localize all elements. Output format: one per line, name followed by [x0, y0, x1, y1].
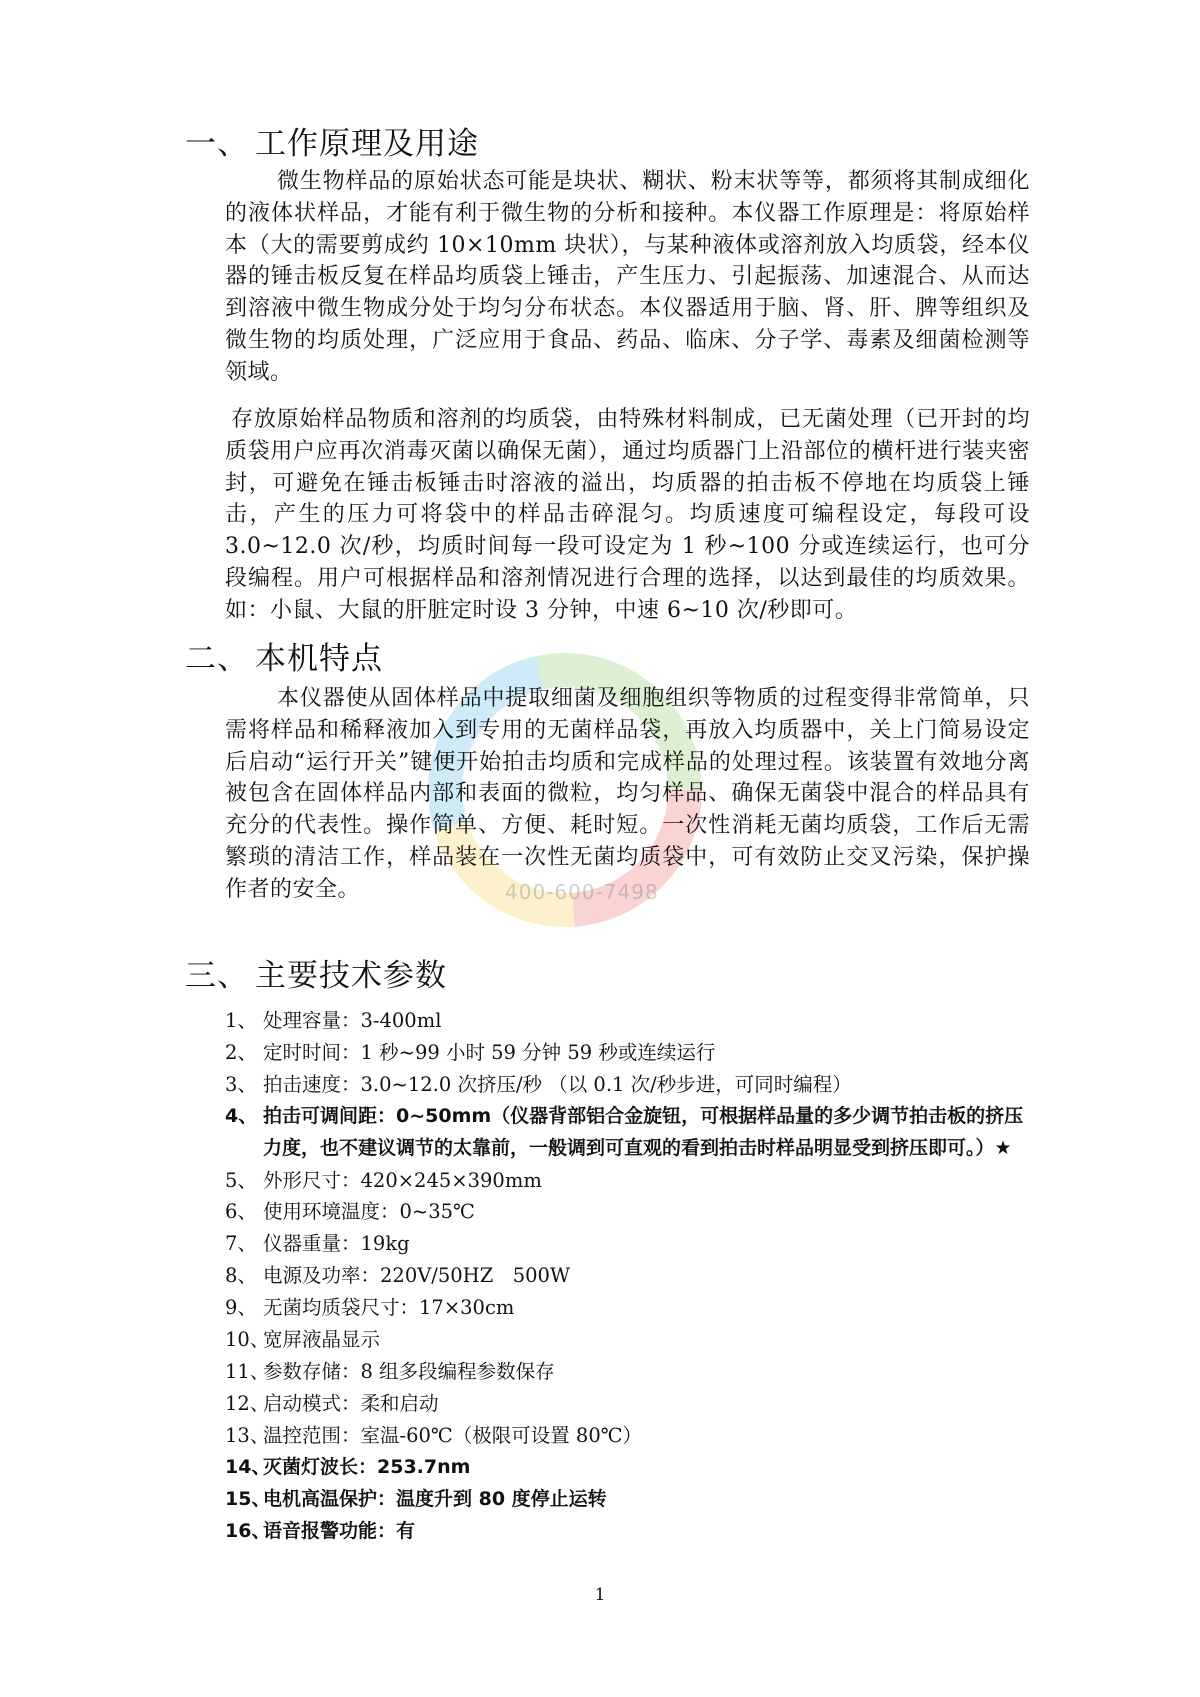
spec-number: 14、 — [225, 1455, 271, 1478]
spec-number: 3、 — [225, 1072, 257, 1096]
spec-number: 8、 — [225, 1264, 257, 1288]
section-title: 工作原理及用途 — [255, 126, 479, 162]
spec-number: 7、 — [225, 1232, 257, 1256]
spec-text: 参数存储：8 组多段编程参数保存 — [263, 1359, 555, 1383]
spec-item — [225, 1005, 1035, 1037]
section-number: 二、 — [185, 641, 249, 677]
spec-item — [225, 1516, 1035, 1548]
spec-number: 11、 — [225, 1359, 270, 1383]
spec-number: 2、 — [225, 1040, 257, 1064]
spec-item — [225, 1324, 1035, 1356]
spec-text: 拍击可调间距：0~50mm（仪器背部铝合金旋钮，可根据样品量的多少调节拍击板的挤压力度，也不建议调节的太靠前，一般调到可直观的看到拍击时样品明显受到挤压即可。）★ — [263, 1104, 1024, 1159]
spec-item — [225, 1452, 1035, 1484]
spec-number: 13、 — [225, 1423, 270, 1447]
spec-text: 无菌均质袋尺寸：17×30cm — [263, 1296, 515, 1320]
spec-text: 电源及功率：220V/50HZ 500W — [263, 1264, 571, 1288]
spec-text: 外形尺寸：420×245×390mm — [263, 1168, 542, 1192]
spec-text: 启动模式：柔和启动 — [263, 1391, 439, 1415]
spec-item — [225, 1356, 1035, 1388]
section-title: 本机特点 — [255, 641, 383, 677]
spec-item — [225, 1196, 1035, 1228]
spec-text: 温控范围：室温-60℃（极限可设置 80℃） — [263, 1423, 643, 1447]
spec-item — [225, 1388, 1035, 1420]
spec-number: 12、 — [225, 1391, 270, 1415]
spec-text: 定时时间：1 秒~99 小时 59 分钟 59 秒或连续运行 — [263, 1040, 716, 1064]
spec-text: 处理容量：3-400ml — [263, 1009, 442, 1032]
spec-number: 5、 — [225, 1168, 257, 1192]
section-number: 三、 — [185, 958, 249, 994]
principle-paragraph-1: 微生物样品的原始状态可能是块状、糊状、粉末状等等，都须将其制成细化的液体状样品，才能有利于微生物的分析和接种。本仪器工作原理是：将原始样本（大的需要剪成约 10×10mm 块状），与某种液体或溶剂放入均质袋，经本仪器的锤击板反复在样品均质袋上锤击，产生压力、引起振荡、加速混合、从而达到溶液中微生物成分处于均匀分布状态。本仪器适用于脑、肾、肝、脾等组织及微生物的均质处理，广泛应用于食品、药品、临床、分子学、毒素及细菌检测等领域。 — [225, 169, 1030, 385]
spec-item — [225, 1260, 1035, 1292]
spec-item — [225, 1292, 1035, 1324]
spec-number: 4、 — [225, 1104, 258, 1127]
spec-text: 灭菌灯波长：253.7nm — [263, 1455, 471, 1478]
spec-item — [225, 1228, 1035, 1260]
section-title: 主要技术参数 — [255, 958, 447, 994]
spec-item — [225, 1037, 1035, 1069]
section-heading-2 — [185, 633, 383, 678]
spec-item — [225, 1165, 1035, 1197]
spec-number: 16、 — [225, 1519, 271, 1542]
watermark-phone: 400-600-7498 — [505, 880, 659, 904]
spec-list — [225, 1005, 1035, 1547]
spec-number: 6、 — [225, 1200, 257, 1224]
spec-number: 10、 — [225, 1328, 270, 1352]
spec-text: 仪器重量：19kg — [263, 1232, 410, 1256]
spec-item — [225, 1101, 1035, 1165]
spec-text: 宽屏液晶显示 — [263, 1328, 381, 1352]
principle-paragraph-2: 存放原始样品物质和溶剂的均质袋，由特殊材料制成，已无菌处理（已开封的均质袋用户应再次消毒灭菌以确保无菌），通过均质器门上沿部位的横杆进行装夹密封，可避免在锤击板锤击时溶液的溢出，均质器的拍击板不停地在均质袋上锤击，产生的压力可将袋中的样品击碎混匀。均质速度可编程设定，每段可设 3.0~12.0 次/秒，均质时间每一段可设定为 1 秒~100 分或连续运行，也可分段编程。用户可根据样品和溶剂情况进行合理的选择，以达到最佳的均质效果。如：小鼠、大鼠的肝脏定时设 3 分钟，中速 6~10 次/秒即可。 — [225, 407, 1030, 623]
spec-item — [225, 1484, 1035, 1516]
section-heading-3 — [185, 950, 447, 995]
page-number: 1 — [594, 1585, 606, 1605]
spec-text: 拍击速度：3.0~12.0 次挤压/秒 （以 0.1 次/秒步进，可同时编程） — [263, 1072, 852, 1096]
spec-text: 语音报警功能：有 — [263, 1519, 416, 1542]
spec-item — [225, 1420, 1035, 1452]
spec-item — [225, 1069, 1035, 1101]
section-number: 一、 — [185, 126, 249, 162]
spec-number: 9、 — [225, 1296, 257, 1320]
features-paragraph: 本仪器使从固体样品中提取细菌及细胞组织等物质的过程变得非常简单，只需将样品和稀释液加入到专用的无菌样品袋，再放入均质器中，关上门简易设定后启动“运行开关”键便开始拍击均质和完成样品的处理过程。该装置有效地分离被包含在固体样品内部和表面的微粒，均匀样品、确保无菌袋中混合的样品具有充分的代表性。操作简单、方便、耗时短。一次性消耗无菌均质袋，工作后无需繁琐的清洁工作，样品装在一次性无菌均质袋中，可有效防止交叉污染，保护操作者的安全。 — [225, 686, 1030, 902]
spec-text: 电机高温保护：温度升到 80 度停止运转 — [263, 1487, 607, 1510]
spec-number: 1、 — [225, 1009, 257, 1032]
section-heading-1 — [185, 118, 479, 163]
spec-number: 15、 — [225, 1487, 271, 1510]
spec-text: 使用环境温度：0~35℃ — [263, 1200, 475, 1224]
